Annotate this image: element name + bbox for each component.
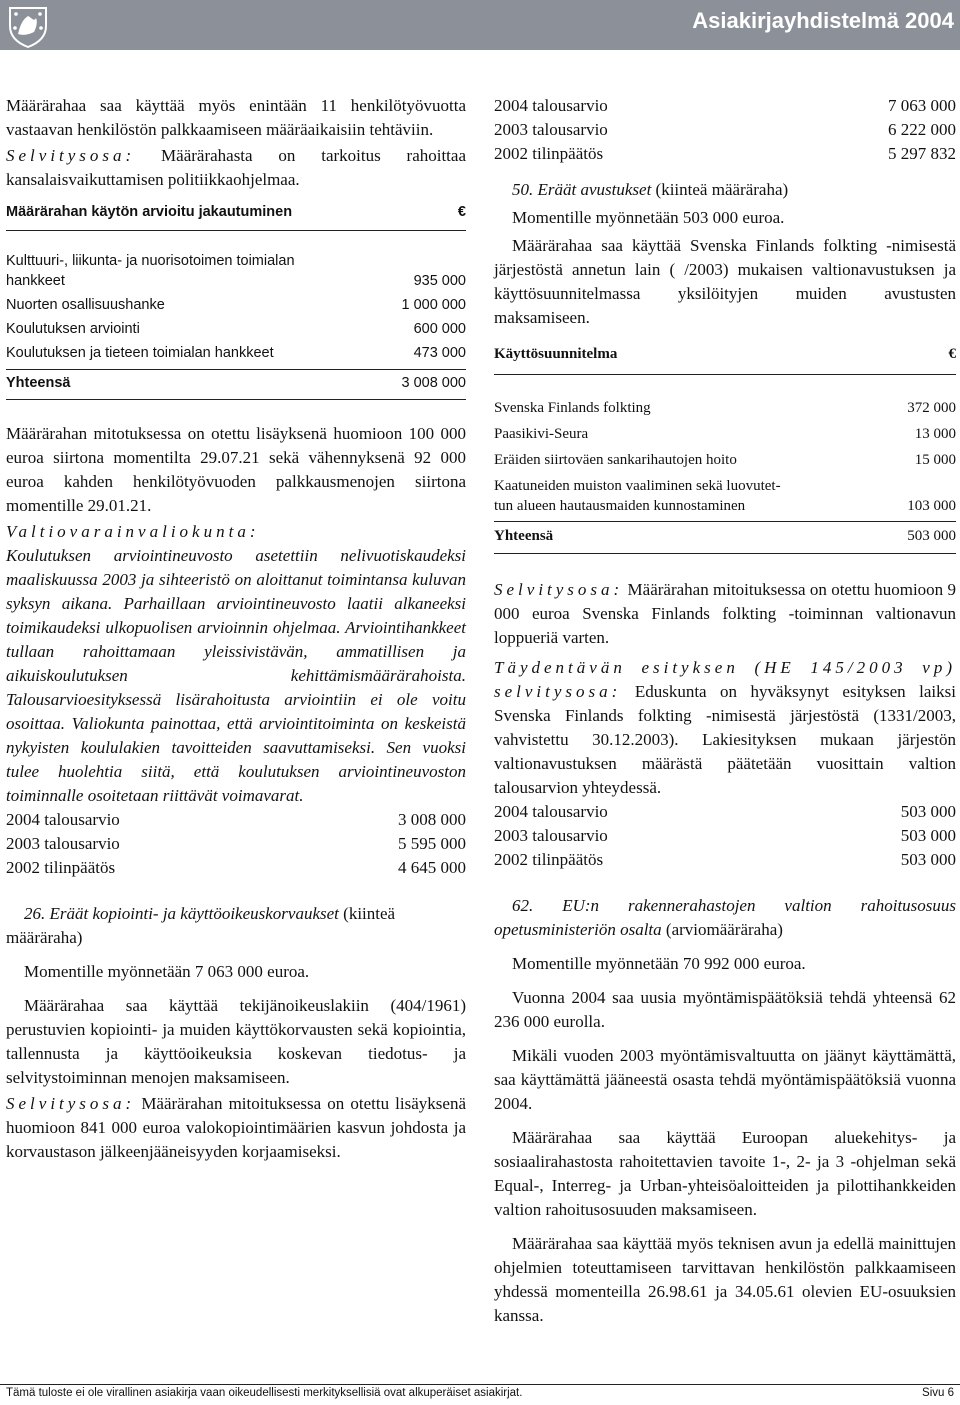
valiokunta-label: Valtiovarainvaliokunta: (6, 522, 260, 541)
allocation-table-header (6, 200, 466, 230)
right-column (494, 94, 956, 1328)
item-26-heading: 26. Eräät kopiointi- ja käyttöoikeuskorvaukset (kiinteä määräraha) (6, 904, 396, 947)
table-row-label: Kulttuuri-, liikunta- ja nuorisotoimen toimialan (6, 253, 295, 269)
usage-plan-title: Käyttösuunnitelma (494, 346, 618, 362)
page-header (0, 0, 960, 50)
budget-row: 2002 tilinpäätös 503 000 (494, 850, 956, 869)
total-label: Yhteensä (6, 375, 71, 391)
table-total-row: Yhteensä 503 000 (494, 528, 956, 544)
page-footer (0, 1384, 960, 1399)
budget-row: 2003 talousarvio 5 595 000 (6, 834, 466, 853)
euro-unit: € (457, 204, 466, 220)
selvitysosa-paragraph: Selvitysosa: Määrärahan mitoituksessa on otettu huomioon 9 000 euroa Svenska Finlands folkting -toiminnan valtionavun loppueriä varten. (494, 580, 956, 647)
table-row-value: 935 000 (413, 273, 466, 289)
item-62-moment: Momentille myönnetään 70 992 000 euroa. (512, 954, 806, 973)
selvitysosa-paragraph-2 (6, 1092, 466, 1164)
table-row: Koulutuksen arviointi 600 000 (6, 321, 466, 337)
budget-row: 2003 talousarvio 503 000 (494, 826, 956, 845)
budget-row: 2002 tilinpäätös 5 297 832 (494, 144, 956, 163)
allocation-table (6, 249, 466, 400)
footer-disclaimer: Tämä tuloste ei ole virallinen asiakirja vaan oikeudellisesti merkityksellisiä ovat alkuperäiset asiakirjat. (6, 1387, 523, 1399)
item-62-heading: 62. EU:n rakennerahastojen valtion rahoitusosuus opetusministeriön osalta (arviomääräraha) (494, 896, 957, 939)
left-column (6, 94, 466, 1164)
intro-paragraph: Määrärahaa saa käyttää myös enintään 11 henkilötyövuotta vastaavan henkilöstön palkkaamiseen määräaikaisiin tehtäviin. (6, 96, 466, 139)
item-50-heading: 50. Eräät avustukset (kiinteä määräraha) (512, 180, 789, 199)
table-row: Paasikivi-Seura 13 000 (494, 426, 956, 442)
euro-unit: € (948, 346, 956, 362)
table-row (6, 249, 466, 293)
usage-plan-header (494, 342, 956, 374)
item-62-paragraph: Määrärahaa saa käyttää myös teknisen avun ja edellä mainittujen ohjelmien toteuttamiseen tarvittavan henkilöstön palkkaamiseen yhdessä momenteilla 26.98.61 ja 34.05.61 olevien EU-osuuksien kanssa. (494, 1234, 956, 1325)
mitotus-paragraph: Määrärahan mitotuksessa on otettu lisäyksenä huomioon 100 000 euroa siirtona momentilta 29.07.21 sekä vähennyksenä 92 000 euroa kahden henkilötyövuoden palkkausmenojen siirtona momentille 29.01.21. (6, 424, 466, 515)
document-title: Asiakirjayhdistelmä 2004 (692, 8, 954, 33)
page-number: Sivu 6 (922, 1387, 954, 1399)
table-row-label: hankkeet (6, 273, 65, 289)
taydentava-paragraph: Täydentävän esityksen (HE 145/2003 vp) selvitysosa: Eduskunta on hyväksynyt esityksen laiksi Svenska Finlands folkting -nimisestä järjestöstä (1331/2003, vahvistettu 30.12.2003). Lakiesityksen mukaan järjestön valtionavustuksen määrästä päätetään vuosittain valtion talousarvion yhteydessä. (494, 658, 956, 797)
table-row: Koulutuksen ja tieteen toimialan hankkeet 473 000 (6, 345, 466, 361)
budget-summary (494, 800, 956, 872)
allocation-table-title: Määrärahan käytön arvioitu jakautuminen (6, 204, 293, 220)
usage-plan-table (494, 395, 956, 554)
item-26-moment: Momentille myönnetään 7 063 000 euroa. (24, 962, 310, 981)
selvitysosa-paragraph (6, 144, 466, 192)
item-50-text: Määrärahaa saa käyttää Svenska Finlands folkting -nimisestä järjestöstä annetun lain ( /2003) mukaisen valtionavustuksen ja käyttösuunnitelmassa yksilöityjen muiden avustusten maksamiseen. (494, 236, 956, 327)
valiokunta-paragraph (6, 520, 466, 808)
budget-row: 2004 talousarvio 7 063 000 (494, 96, 956, 115)
selvitysosa-label: Selvitysosa: (6, 1094, 136, 1113)
selvitysosa-text: Määrärahan mitoituksessa on otettu lisäyksenä huomioon 841 000 euroa valokopiointimäärien kasvun johdosta ja korvaustason jälkeenjääneisyyden korjaamiseksi. (6, 1094, 466, 1161)
item-62-paragraph: Määrärahaa saa käyttää Euroopan aluekehitys- ja sosiaalirahastosta rahoitettavien tavoite 1-, 2- ja 3 -ohjelman sekä Equal-, Interreg- ja Urban-yhteisöaloitteiden ja pilottihankkeiden valtion rahoitusosuuden maksamiseen. (494, 1128, 956, 1219)
budget-row: 2004 talousarvio 503 000 (494, 802, 956, 821)
budget-row: 2002 tilinpäätös 4 645 000 (6, 858, 466, 877)
table-row: Eräiden siirtoväen sankarihautojen hoito 15 000 (494, 452, 956, 468)
table-row: Nuorten osallisuushanke 1 000 000 (6, 297, 466, 313)
item-50-moment: Momentille myönnetään 503 000 euroa. (512, 208, 785, 227)
item-62-paragraph: Vuonna 2004 saa uusia myöntämispäätöksiä tehdä yhteensä 62 236 000 eurolla. (494, 988, 956, 1031)
table-row: Svenska Finlands folkting 372 000 (494, 400, 956, 416)
coat-of-arms-icon (6, 4, 50, 48)
valiokunta-text: Koulutuksen arviointineuvosto asetettiin nelivuotiskaudeksi maaliskuussa 2003 ja sihteeristö on aloittanut toimintansa kuluvan syksyn aikana. Parhaillaan arviointineuvosto laatii alkaneeksi toimikaudeksi ulkopuolisen arvioinnin ohjelmaa. Arviointihankkeet tullaan rahoittamaan yleissivistävän, ammatillisen ja aikuiskoulutuksen kehittämismäärärahoista. Talousarvioesityksessä lisärahoitusta arviointiin ei ole voitu osoittaa. Valiokunta painottaa, että arviointitoiminta on keskeistä nykyisten koululakien tavoitteiden saavuttamiseksi. Sen vuoksi tulee huolehtia siitä, että koulutuksen arviointineuvoston toiminnalle osoitetaan riittävät voimavarat. (6, 546, 466, 805)
selvitysosa-text: Määrärahasta on tarkoitus rahoittaa kansalaisvaikuttamisen politiikkaohjelmaa. (6, 146, 466, 189)
budget-row: 2004 talousarvio 3 008 000 (6, 810, 466, 829)
total-value: 3 008 000 (401, 375, 466, 391)
table-total-row (6, 370, 466, 395)
item-62-paragraph: Mikäli vuoden 2003 myöntämisvaltuutta on jäänyt käyttämättä, saa käyttämättä jääneestä osasta tehdä myöntämispäätöksiä vuonna 2004. (494, 1046, 956, 1113)
budget-summary (6, 808, 466, 880)
table-row: Kaatuneiden muiston vaaliminen sekä luovutet- tun alueen hautausmaiden kunnostaminen 103 000 (494, 478, 956, 514)
item-26-text: Määrärahaa saa käyttää tekijänoikeuslakiin (404/1961) perustuvien kopiointi- ja muiden käyttökorvausten sekä kopiointia, tallennusta ja käyttöoikeuksia koskevan tiedotus- ja selvitystoiminnan menojen maksamiseen. (6, 996, 466, 1087)
budget-summary (494, 94, 956, 166)
budget-row: 2003 talousarvio 6 222 000 (494, 120, 956, 139)
selvitysosa-label: Selvitysosa: (6, 146, 136, 165)
